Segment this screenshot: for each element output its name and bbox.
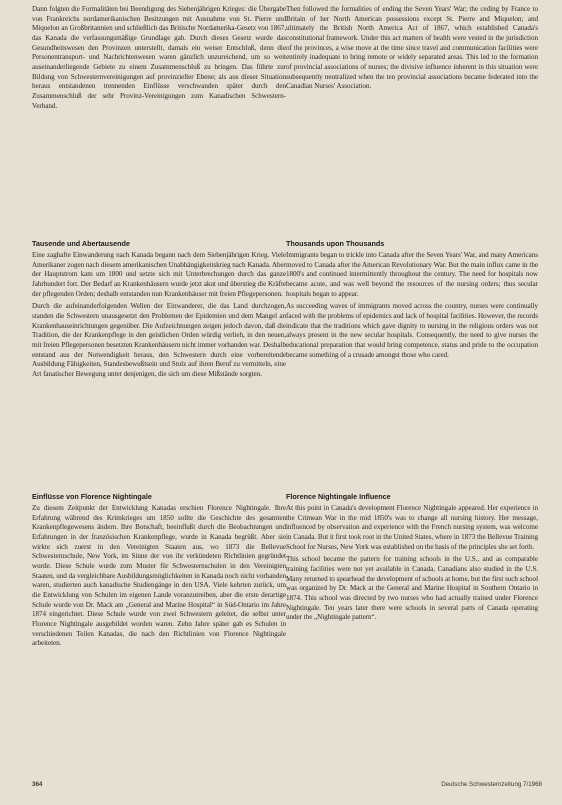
intro-paragraph-de: Dann folgten die Formalitäten bei Beendigung des Siebenjährigen Krieges: die Übergabe von Frankreichs nordamerikanischen Besitzungen mit Ausnahme von St. Pierre und Miquelon an Großbritannien und schließlich das Britische Nordamerika-Gesetz von 1867, das Kanada die verfassungsmäßige Grundlage gab. Durch dieses Gesetz wurde das Gesundheitswesen den Provinzen unterstellt, damals ein weiser Entschluß, denn die Personentransport- und Nachrichtenwesen waren gänzlich unzureichend, um so weit auseinanderliegende Gebiete zu einem Zusammenschluß zu bringen. Das führte zur Bildung von Schwesternvereinigungen auf provinzieller Ebene; als aus dieser Situation heraus entstandenen trennenden Einflüsse verschwanden später durch den Zusammenschluß der sehr Provinz-Vereinigungen zum Kanadischen Schwestern-Verband. [32, 5, 286, 110]
left-column [32, 5, 286, 111]
intro-paragraph-en: Then followed the formalities of ending the Seven Years' War; the ceding by France to Britain of her North American possessions except St. Pierre and Miquelon; and ultimately the British North America Act of 1867, which established Canada's constitutional framework. Under this act matters of health were vested in the jurisdiction of the provinces, a wise move at the time since travel and communication facilities were entirely inadequate to bring remote or widely separated areas. This led to the formation of provincial associations of nurses; the divisive influence inherent in this situation were subsequently neutralized when the ten provincial associations became federated into the Canadian Nurses' Association. [286, 5, 538, 91]
section-en-1 [286, 239, 538, 360]
section-heading-en-2: Florence Nightingale Influence [286, 492, 391, 501]
paragraph-en-1-2: As succeeding waves of immigrants moved across the country, nurses were continually faced with the problems of epidemics and lack of hospital facilities. However, the records indicate that the traditions which gave dignity to nursing in the religious orders was not always present in the new secular hospitals. Consequently, the need to give nurses the educational preparation that would bring competence, status and pride to the occupation became something of a crusade amongst those who cared. [286, 302, 538, 359]
page-number: 364 [32, 781, 43, 788]
paragraph-de-1-2: Durch die aufeinanderfolgenden Wellen der Einwanderer, die das Land durchzogen, standen die Schwestern unausgesetzt den Problemen der Epidemien und dem Mangel an Krankenhauseinrichtungen gegenüber. Die Aufzeichnungen zeigen jedoch davon, daß die Tradition, die der Krankenpflege in den geistlichen Orden würdig verlieh, in den neuen, mit freien Pflegepersonen besetzten Krankenhäusern nicht immer vorhanden war. Deshalb entstand aus der Notwendigkeit heraus, den Schwestern durch eine vorbereitende Ausbildung Fähigkeiten, Standesbewußtsein und Stolz auf ihren Beruf zu vermitteln, eine Art fanatischer Bewegung unter denjenigen, die sich um diese Mißstände sorgten. [32, 302, 286, 378]
paragraph-en-1-1: Immigrants began to trickle into Canada after the Seven Years' War, and many Americans moved to Canada after the American Revolutionary War. But the main influx came in the 1800's and continued intermittently throughout the century. The need for hospitals now became acute, and was well beyond the resources of the nursing orders; thus secular hospitals began to appear. [286, 251, 538, 298]
paragraph-en-2-2: This school became the pattern for training schools in the U.S., and as comparable training facilities were not yet available in Canada, Canadians also studied in the U.S. Many returned to spearhead the development of schools at home, but the first such school was organized by Dr. Mack at the General and Marine Hospital in Southern Ontario in 1874. This school was directed by two nurses who had actually trained under Florence Nightingale. Ten years later there were schools in several parts of Canada operating under the „Nightingale pattern“. [286, 555, 539, 622]
section-de-1 [32, 239, 286, 380]
section-en-2 [286, 492, 538, 623]
section-heading-en-1: Thousands upon Thousands [286, 239, 385, 248]
section-de-2 [32, 492, 286, 649]
journal-footer: Deutsche Schwesternzeitung 7/1968 [441, 781, 542, 788]
section-heading-de-2: Einflüsse von Florence Nightingale [32, 492, 152, 501]
section-heading-de-1: Tausende und Abertausende [32, 239, 130, 248]
right-column [286, 5, 538, 92]
paragraph-de-2-1: Zu diesem Zeitpunkt der Entwicklung Kanadas erschien Florence Nightingale. Ihre Erfahrung während des Krimkrieges um 1850 sollte die Geschichte des gesamten Krankenpflegewesens ändern. Ihre Botschaft, beeinflußt durch die Beobachtungen und Erfahrungen in der französischen Krankenpflege, wurde in Kanada begrüßt. Aber sie wirkte sich zuerst in den Vereinigten Staaten aus, wo 1873 die Bellevue Schwesternschule, New York, im Sinne der von ihr verkündeten Richtlinien gegründet wurde. Diese Schule wurde zum Muster für Schwesternschulen in den Vereinigten Staaten, und da vergleichbare Ausbildungsmöglichkeiten in Kanada noch nicht vorhanden waren, studierten auch kanadische Studiengänge in den USA. Viele kehrten zurück, um die Entwicklung von Schulen im eigenen Lande voranzutreiben, aber die erste derartige Schule wurde von Dr. Mack am „General and Marine Hospital“ in Süd-Ontario im Jahre 1874 eingerichtet. Diese Schule wurde von zwei Schwestern geleitet, die selbst unter Florence Nightingale ausgebildet worden waren. Zehn Jahre später gab es Schulen in verschiedenen Teilen Kanadas, die nach den Richtlinien von Florence Nightingale arbeiteten. [32, 504, 286, 648]
paragraph-de-1-1: Eine zaghafte Einwanderung nach Kanada begann nach dem Siebenjährigen Krieg. Viele Amerikaner zogen nach diesem amerikanischen Unabhängigkeitskrieg nach Kanada. Aber der Hauptstrom kam um 1800 und setzte sich mit Unterbrechungen durch das ganze Jahrhundert fort. Der Bedarf an Krankenhäusern wurde jetzt akut und überstieg die Kräfte der pflegenden Orden; deshalb entstanden nun Krankenhäuser mit freien Pflegepersonen. [32, 251, 286, 298]
paragraph-en-2-1: At this point in Canada's development Florence Nightingale appeared. Her experience in the Crimean War in the mid 1850's was to change all nursing history. Her message, influenced by observation and experience with the French nursing system, was welcome in Canada. But it first took root in the United States, where in 1873 the Bellevue Training School for Nurses, New York was established on the basis of the principles she set forth. [286, 504, 538, 551]
